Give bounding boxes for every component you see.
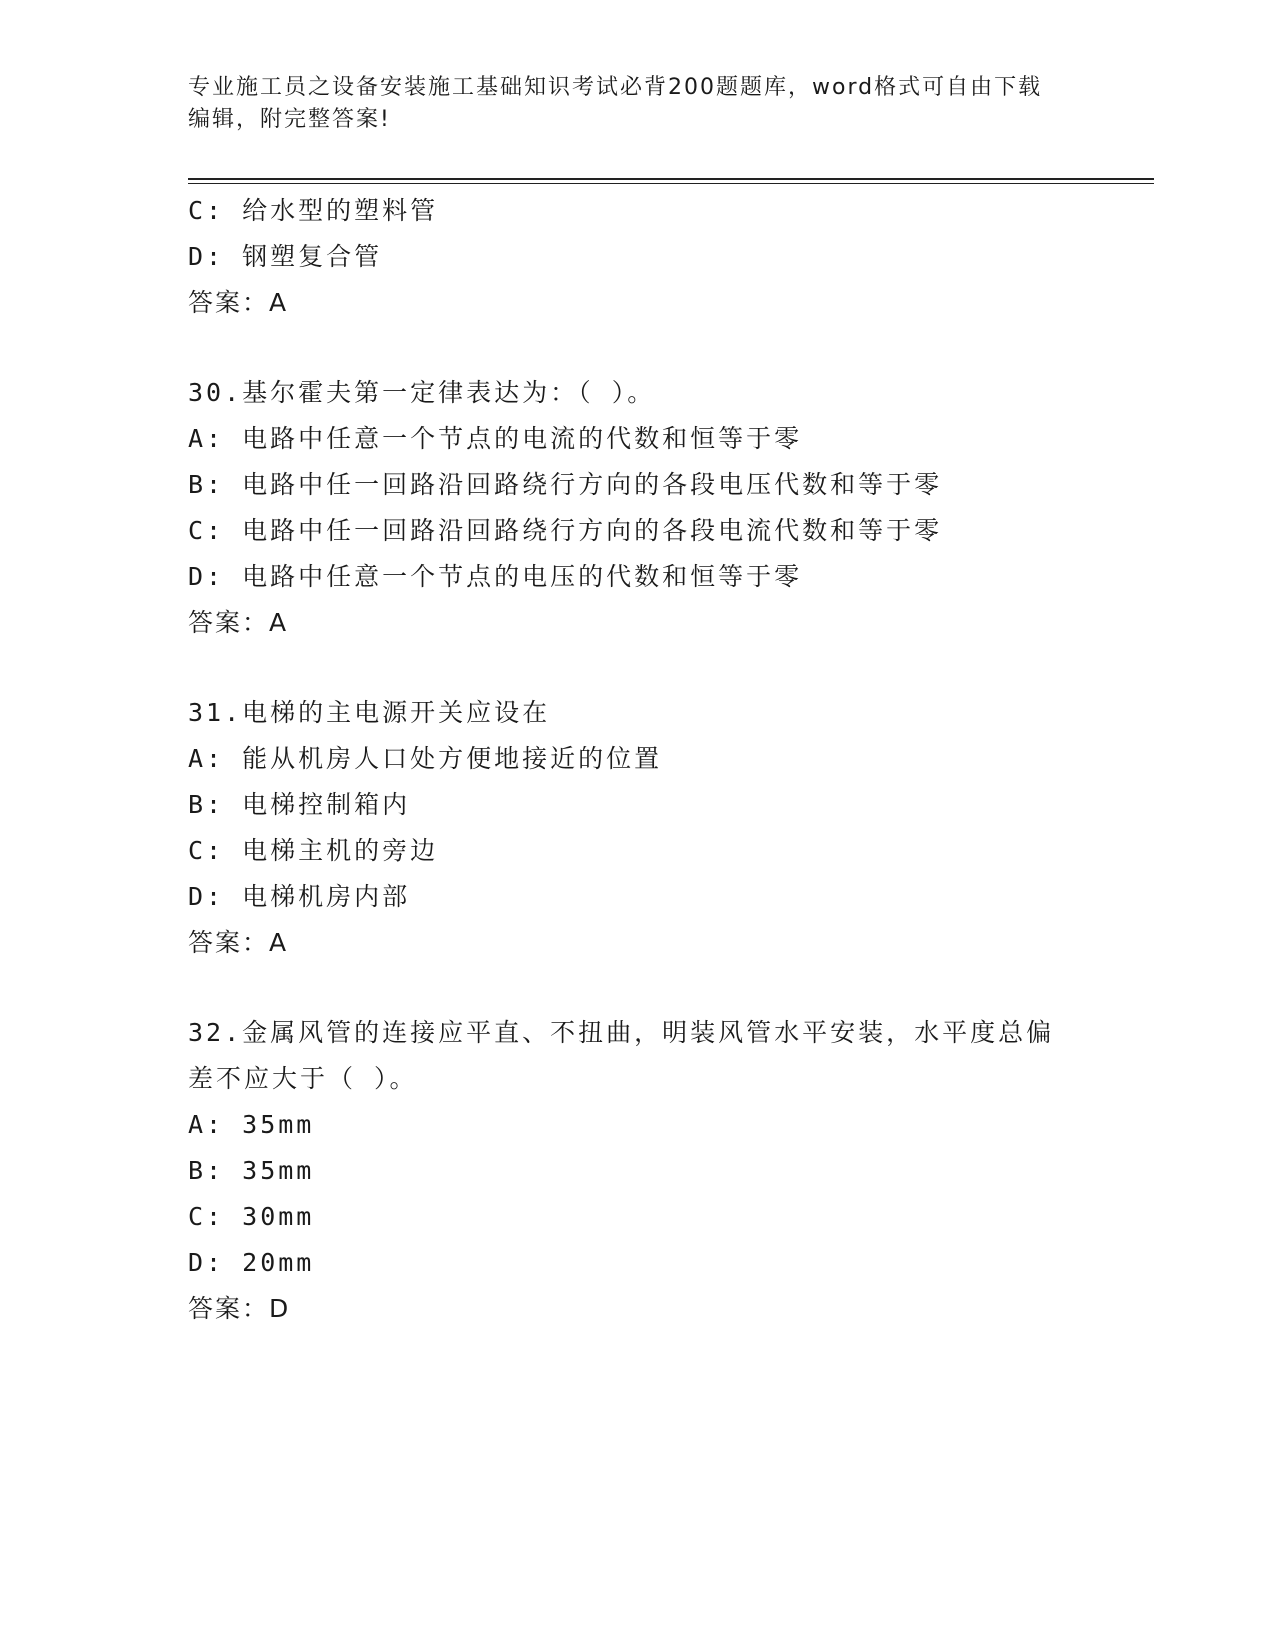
spacer [188, 326, 1088, 370]
question-block-30 [188, 370, 1088, 646]
answer-line: 答案：A [188, 928, 289, 957]
option-c: C: 给水型的塑料管 [188, 196, 439, 225]
question-text: 30.基尔霍夫第一定律表达为：（ ）。 [188, 378, 656, 407]
page-header [188, 72, 1088, 136]
option-a: A: 35mm [188, 1110, 315, 1139]
question-list [188, 188, 1088, 1332]
option-b: B: 电路中任一回路沿回路绕行方向的各段电压代数和等于零 [188, 470, 943, 499]
option-a: A: 电路中任意一个节点的电流的代数和恒等于零 [188, 424, 803, 453]
header-rule-thick [188, 178, 1154, 180]
option-d: D: 电路中任意一个节点的电压的代数和恒等于零 [188, 562, 803, 591]
option-b: B: 电梯控制箱内 [188, 790, 411, 819]
option-c: C: 电梯主机的旁边 [188, 836, 439, 865]
answer-line: 答案：D [188, 1294, 291, 1323]
option-d: D: 钢塑复合管 [188, 242, 383, 271]
header-line-2: 编辑，附完整答案! [188, 107, 391, 132]
answer-line: 答案：A [188, 608, 289, 637]
option-d: D: 20mm [188, 1248, 315, 1277]
header-line-1: 专业施工员之设备安装施工基础知识考试必背200题题库，word格式可自由下载 [188, 75, 1043, 100]
question-text: 31.电梯的主电源开关应设在 [188, 698, 551, 727]
option-c: C: 电路中任一回路沿回路绕行方向的各段电流代数和等于零 [188, 516, 943, 545]
question-block-31 [188, 690, 1088, 966]
spacer [188, 966, 1088, 1010]
spacer [188, 646, 1088, 690]
option-c: C: 30mm [188, 1202, 315, 1231]
question-block-29 [188, 188, 1088, 326]
option-b: B: 35mm [188, 1156, 315, 1185]
question-text-line-1: 32.金属风管的连接应平直、不扭曲，明装风管水平安装，水平度总偏 [188, 1018, 1055, 1047]
question-block-32 [188, 1010, 1088, 1332]
option-d: D: 电梯机房内部 [188, 882, 411, 911]
answer-line: 答案：A [188, 288, 289, 317]
header-rule-thin [188, 183, 1154, 184]
question-text-line-2: 差不应大于（ ）。 [188, 1064, 418, 1093]
option-a: A: 能从机房人口处方便地接近的位置 [188, 744, 663, 773]
